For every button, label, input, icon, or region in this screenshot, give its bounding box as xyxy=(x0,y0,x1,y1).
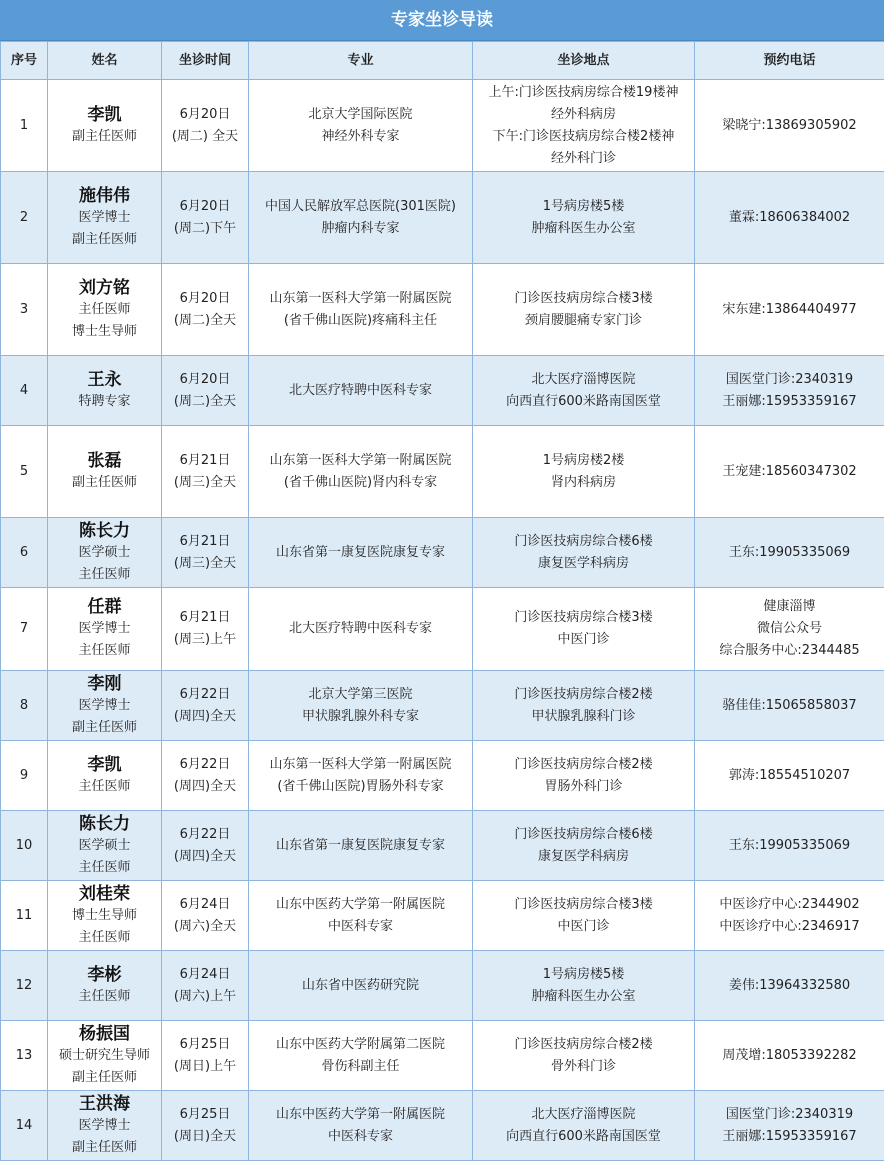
cell-name xyxy=(48,671,162,741)
cell-no: 13 xyxy=(1,1021,48,1091)
doctor-title: 博士生导师 xyxy=(50,905,159,927)
phone-line: 董霖:18606384002 xyxy=(697,207,882,229)
major-line: 骨伤科副主任 xyxy=(251,1056,470,1078)
cell-major xyxy=(249,671,473,741)
cell-major xyxy=(249,426,473,518)
location-line: 肿瘤科医生办公室 xyxy=(475,986,692,1008)
cell-location xyxy=(473,671,695,741)
cell-no: 11 xyxy=(1,881,48,951)
phone-line: 王丽娜:15953359167 xyxy=(697,391,882,413)
cell-time xyxy=(162,172,249,264)
sheet-title: 专家坐诊导读 xyxy=(0,0,884,41)
major-line: 中国人民解放军总医院(301医院) xyxy=(251,196,470,218)
cell-major xyxy=(249,881,473,951)
phone-line: 王宠建:18560347302 xyxy=(697,461,882,483)
major-line: 山东中医药大学第一附属医院 xyxy=(251,894,470,916)
doctor-title: 博士生导师 xyxy=(50,321,159,343)
table-row xyxy=(1,1091,884,1161)
location-line: 甲状腺乳腺科门诊 xyxy=(475,706,692,728)
doctor-title: 主任医师 xyxy=(50,927,159,949)
phone-line: 郭涛:18554510207 xyxy=(697,765,882,787)
time-line: (周四)全天 xyxy=(164,846,246,868)
header-major: 专业 xyxy=(249,42,473,80)
major-line: 山东省第一康复医院康复专家 xyxy=(251,542,470,564)
cell-major xyxy=(249,951,473,1021)
time-line: 6月21日 xyxy=(164,450,246,472)
table-row xyxy=(1,951,884,1021)
time-line: 6月21日 xyxy=(164,531,246,553)
phone-line: 王东:19905335069 xyxy=(697,542,882,564)
table-row xyxy=(1,80,884,172)
location-line: 骨外科门诊 xyxy=(475,1056,692,1078)
doctor-title: 副主任医师 xyxy=(50,126,159,148)
time-line: (周日)全天 xyxy=(164,1126,246,1148)
location-line: 颈肩腰腿痛专家门诊 xyxy=(475,310,692,332)
location-line: 胃肠外科门诊 xyxy=(475,776,692,798)
cell-location xyxy=(473,1021,695,1091)
cell-name xyxy=(48,80,162,172)
doctor-title: 医学硕士 xyxy=(50,835,159,857)
location-line: 向西直行600米路南国医堂 xyxy=(475,391,692,413)
cell-location xyxy=(473,811,695,881)
time-line: (周六)全天 xyxy=(164,916,246,938)
cell-phone xyxy=(695,951,884,1021)
doctor-name: 刘方铭 xyxy=(50,277,159,299)
cell-time xyxy=(162,356,249,426)
time-line: (周二)下午 xyxy=(164,218,246,240)
doctor-name: 施伟伟 xyxy=(50,185,159,207)
cell-time xyxy=(162,811,249,881)
cell-time xyxy=(162,264,249,356)
cell-major xyxy=(249,1091,473,1161)
cell-phone xyxy=(695,172,884,264)
major-line: (省千佛山医院)胃肠外科专家 xyxy=(251,776,470,798)
cell-phone xyxy=(695,811,884,881)
time-line: (周六)上午 xyxy=(164,986,246,1008)
table-row xyxy=(1,588,884,671)
doctor-name: 王洪海 xyxy=(50,1093,159,1115)
phone-line: 综合服务中心:2344485 xyxy=(697,640,882,662)
table-row xyxy=(1,264,884,356)
cell-major xyxy=(249,1021,473,1091)
cell-location xyxy=(473,881,695,951)
time-line: 6月20日 xyxy=(164,288,246,310)
header-phone: 预约电话 xyxy=(695,42,884,80)
major-line: 神经外科专家 xyxy=(251,126,470,148)
location-line: 门诊医技病房综合楼3楼 xyxy=(475,894,692,916)
major-line: 北大医疗特聘中医科专家 xyxy=(251,380,470,402)
doctor-title: 主任医师 xyxy=(50,640,159,662)
cell-phone xyxy=(695,356,884,426)
location-line: 北大医疗淄博医院 xyxy=(475,1104,692,1126)
cell-time xyxy=(162,881,249,951)
cell-name xyxy=(48,1021,162,1091)
cell-location xyxy=(473,951,695,1021)
table-body xyxy=(1,80,884,1161)
phone-line: 骆佳佳:15065858037 xyxy=(697,695,882,717)
major-line: 肿瘤内科专家 xyxy=(251,218,470,240)
cell-no: 12 xyxy=(1,951,48,1021)
doctor-title: 主任医师 xyxy=(50,986,159,1008)
cell-name xyxy=(48,1091,162,1161)
cell-location xyxy=(473,80,695,172)
major-line: 北京大学国际医院 xyxy=(251,104,470,126)
time-line: 6月22日 xyxy=(164,824,246,846)
time-line: (周三)全天 xyxy=(164,553,246,575)
major-line: 山东第一医科大学第一附属医院 xyxy=(251,450,470,472)
time-line: (周四)全天 xyxy=(164,706,246,728)
doctor-name: 王永 xyxy=(50,369,159,391)
cell-no: 3 xyxy=(1,264,48,356)
doctor-name: 任群 xyxy=(50,596,159,618)
cell-major xyxy=(249,588,473,671)
phone-line: 王丽娜:15953359167 xyxy=(697,1126,882,1148)
major-line: 中医科专家 xyxy=(251,916,470,938)
time-line: 6月22日 xyxy=(164,684,246,706)
cell-major xyxy=(249,356,473,426)
cell-no: 8 xyxy=(1,671,48,741)
location-line: 1号病房楼5楼 xyxy=(475,196,692,218)
cell-time xyxy=(162,518,249,588)
cell-phone xyxy=(695,518,884,588)
doctor-name: 张磊 xyxy=(50,450,159,472)
table-row xyxy=(1,1021,884,1091)
time-line: 6月20日 xyxy=(164,104,246,126)
table-row xyxy=(1,811,884,881)
location-line: 肾内科病房 xyxy=(475,472,692,494)
doctor-title: 医学博士 xyxy=(50,695,159,717)
location-line: 下午:门诊医技病房综合楼2楼神 xyxy=(475,126,692,148)
phone-line: 中医诊疗中心:2344902 xyxy=(697,894,882,916)
time-line: (周三)上午 xyxy=(164,629,246,651)
cell-no: 6 xyxy=(1,518,48,588)
major-line: 甲状腺乳腺外科专家 xyxy=(251,706,470,728)
cell-name xyxy=(48,518,162,588)
phone-line: 微信公众号 xyxy=(697,618,882,640)
phone-line: 中医诊疗中心:2346917 xyxy=(697,916,882,938)
phone-line: 姜伟:13964332580 xyxy=(697,975,882,997)
header-name: 姓名 xyxy=(48,42,162,80)
cell-no: 5 xyxy=(1,426,48,518)
major-line: (省千佛山医院)肾内科专家 xyxy=(251,472,470,494)
location-line: 门诊医技病房综合楼2楼 xyxy=(475,684,692,706)
location-line: 门诊医技病房综合楼3楼 xyxy=(475,288,692,310)
phone-line: 王东:19905335069 xyxy=(697,835,882,857)
cell-name xyxy=(48,356,162,426)
major-line: 山东中医药大学第一附属医院 xyxy=(251,1104,470,1126)
cell-phone xyxy=(695,741,884,811)
doctor-name: 陈长力 xyxy=(50,520,159,542)
cell-name xyxy=(48,264,162,356)
location-line: 门诊医技病房综合楼6楼 xyxy=(475,824,692,846)
doctor-title: 医学博士 xyxy=(50,618,159,640)
cell-major xyxy=(249,741,473,811)
cell-major xyxy=(249,518,473,588)
cell-major xyxy=(249,264,473,356)
doctor-title: 医学博士 xyxy=(50,207,159,229)
cell-time xyxy=(162,741,249,811)
location-line: 经外科病房 xyxy=(475,104,692,126)
cell-name xyxy=(48,811,162,881)
cell-time xyxy=(162,80,249,172)
cell-time xyxy=(162,671,249,741)
doctor-title: 主任医师 xyxy=(50,776,159,798)
doctor-title: 副主任医师 xyxy=(50,717,159,739)
doctor-title: 副主任医师 xyxy=(50,1137,159,1159)
cell-time xyxy=(162,588,249,671)
cell-location xyxy=(473,741,695,811)
doctor-title: 副主任医师 xyxy=(50,472,159,494)
cell-time xyxy=(162,1091,249,1161)
cell-name xyxy=(48,881,162,951)
table-row xyxy=(1,881,884,951)
time-line: (周二)全天 xyxy=(164,391,246,413)
major-line: 中医科专家 xyxy=(251,1126,470,1148)
cell-no: 2 xyxy=(1,172,48,264)
cell-no: 9 xyxy=(1,741,48,811)
phone-line: 国医堂门诊:2340319 xyxy=(697,1104,882,1126)
cell-major xyxy=(249,811,473,881)
doctor-title: 主任医师 xyxy=(50,564,159,586)
doctor-title: 医学博士 xyxy=(50,1115,159,1137)
table-row xyxy=(1,671,884,741)
phone-line: 健康淄博 xyxy=(697,596,882,618)
major-line: 山东省中医药研究院 xyxy=(251,975,470,997)
cell-no: 10 xyxy=(1,811,48,881)
cell-no: 7 xyxy=(1,588,48,671)
phone-line: 周茂增:18053392282 xyxy=(697,1045,882,1067)
location-line: 门诊医技病房综合楼2楼 xyxy=(475,754,692,776)
location-line: 门诊医技病房综合楼3楼 xyxy=(475,607,692,629)
doctor-title: 主任医师 xyxy=(50,299,159,321)
location-line: 1号病房楼5楼 xyxy=(475,964,692,986)
location-line: 北大医疗淄博医院 xyxy=(475,369,692,391)
header-row xyxy=(1,42,884,80)
time-line: 6月22日 xyxy=(164,754,246,776)
doctor-name: 李凯 xyxy=(50,754,159,776)
header-no: 序号 xyxy=(1,42,48,80)
location-line: 康复医学科病房 xyxy=(475,553,692,575)
major-line: (省千佛山医院)疼痛科主任 xyxy=(251,310,470,332)
major-line: 山东省第一康复医院康复专家 xyxy=(251,835,470,857)
doctor-name: 杨振国 xyxy=(50,1023,159,1045)
doctor-title: 医学硕士 xyxy=(50,542,159,564)
doctor-title: 主任医师 xyxy=(50,857,159,879)
cell-location xyxy=(473,356,695,426)
cell-location xyxy=(473,1091,695,1161)
cell-phone xyxy=(695,1021,884,1091)
table-row xyxy=(1,741,884,811)
location-line: 经外科门诊 xyxy=(475,148,692,170)
time-line: 6月21日 xyxy=(164,607,246,629)
location-line: 中医门诊 xyxy=(475,916,692,938)
time-line: 6月20日 xyxy=(164,369,246,391)
cell-name xyxy=(48,951,162,1021)
doctor-title: 副主任医师 xyxy=(50,1067,159,1089)
cell-phone xyxy=(695,881,884,951)
location-line: 肿瘤科医生办公室 xyxy=(475,218,692,240)
cell-name xyxy=(48,741,162,811)
cell-no: 14 xyxy=(1,1091,48,1161)
schedule-table xyxy=(0,41,884,1161)
cell-location xyxy=(473,588,695,671)
major-line: 山东第一医科大学第一附属医院 xyxy=(251,288,470,310)
major-line: 山东中医药大学附属第二医院 xyxy=(251,1034,470,1056)
cell-phone xyxy=(695,80,884,172)
table-row xyxy=(1,426,884,518)
location-line: 1号病房楼2楼 xyxy=(475,450,692,472)
cell-time xyxy=(162,426,249,518)
time-line: 6月20日 xyxy=(164,196,246,218)
doctor-name: 陈长力 xyxy=(50,813,159,835)
cell-phone xyxy=(695,264,884,356)
cell-phone xyxy=(695,1091,884,1161)
doctor-title: 硕士研究生导师 xyxy=(50,1045,159,1067)
time-line: (周日)上午 xyxy=(164,1056,246,1078)
time-line: (周二)全天 xyxy=(164,310,246,332)
cell-time xyxy=(162,1021,249,1091)
cell-no: 1 xyxy=(1,80,48,172)
cell-no: 4 xyxy=(1,356,48,426)
location-line: 门诊医技病房综合楼6楼 xyxy=(475,531,692,553)
time-line: (周二) 全天 xyxy=(164,126,246,148)
table-row xyxy=(1,518,884,588)
location-line: 中医门诊 xyxy=(475,629,692,651)
cell-phone xyxy=(695,671,884,741)
major-line: 北大医疗特聘中医科专家 xyxy=(251,618,470,640)
phone-line: 宋东建:13864404977 xyxy=(697,299,882,321)
phone-line: 国医堂门诊:2340319 xyxy=(697,369,882,391)
cell-location xyxy=(473,518,695,588)
major-line: 山东第一医科大学第一附属医院 xyxy=(251,754,470,776)
time-line: (周四)全天 xyxy=(164,776,246,798)
time-line: 6月24日 xyxy=(164,964,246,986)
doctor-name: 刘桂荣 xyxy=(50,883,159,905)
location-line: 上午:门诊医技病房综合楼19楼神 xyxy=(475,82,692,104)
cell-phone xyxy=(695,588,884,671)
cell-time xyxy=(162,951,249,1021)
cell-location xyxy=(473,264,695,356)
doctor-name: 李凯 xyxy=(50,104,159,126)
doctor-name: 李彬 xyxy=(50,964,159,986)
cell-name xyxy=(48,172,162,264)
major-line: 北京大学第三医院 xyxy=(251,684,470,706)
cell-location xyxy=(473,172,695,264)
cell-location xyxy=(473,426,695,518)
cell-name xyxy=(48,588,162,671)
cell-phone xyxy=(695,426,884,518)
cell-major xyxy=(249,80,473,172)
doctor-title: 特聘专家 xyxy=(50,391,159,413)
doctor-title: 副主任医师 xyxy=(50,229,159,251)
cell-name xyxy=(48,426,162,518)
doctor-name: 李刚 xyxy=(50,673,159,695)
location-line: 康复医学科病房 xyxy=(475,846,692,868)
time-line: 6月25日 xyxy=(164,1104,246,1126)
cell-major xyxy=(249,172,473,264)
time-line: (周三)全天 xyxy=(164,472,246,494)
time-line: 6月25日 xyxy=(164,1034,246,1056)
location-line: 向西直行600米路南国医堂 xyxy=(475,1126,692,1148)
time-line: 6月24日 xyxy=(164,894,246,916)
location-line: 门诊医技病房综合楼2楼 xyxy=(475,1034,692,1056)
header-location: 坐诊地点 xyxy=(473,42,695,80)
phone-line: 梁晓宁:13869305902 xyxy=(697,115,882,137)
header-time: 坐诊时间 xyxy=(162,42,249,80)
table-row xyxy=(1,356,884,426)
table-row xyxy=(1,172,884,264)
